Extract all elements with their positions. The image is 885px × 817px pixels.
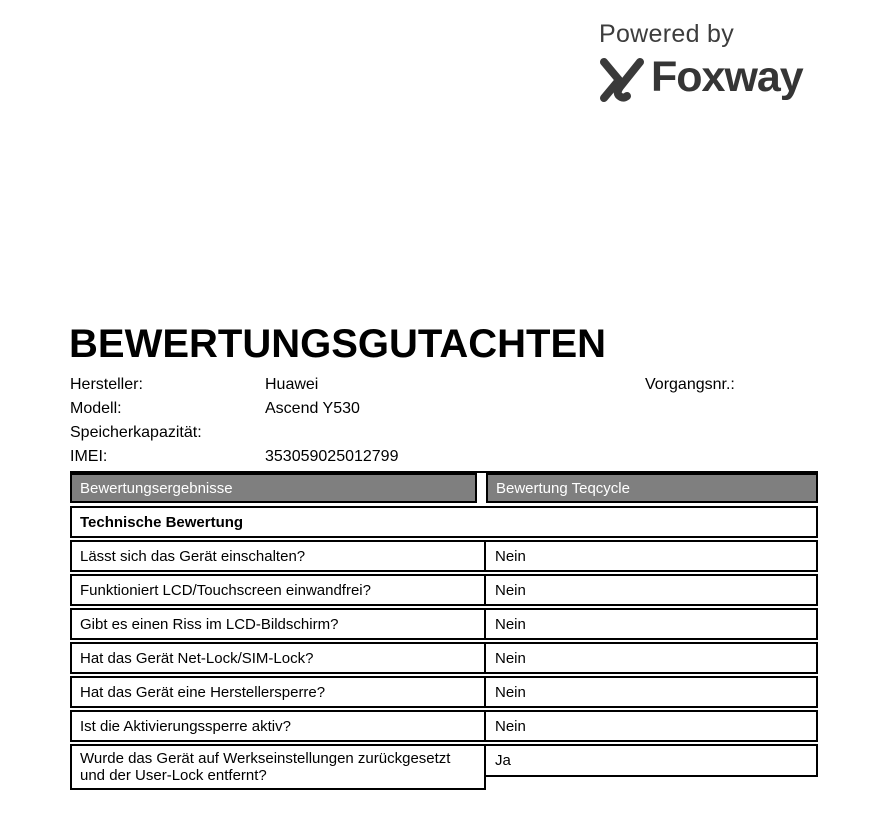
powered-by-text: Powered by [599, 20, 735, 48]
device-info [70, 373, 590, 469]
question-cell: Hat das Gerät Net-Lock/SIM-Lock? [70, 642, 486, 674]
table-row [70, 540, 818, 572]
answer-cell: Nein [484, 710, 818, 742]
answer-cell: Nein [484, 574, 818, 606]
field-hersteller [70, 373, 590, 397]
answer-cell: Nein [484, 642, 818, 674]
answer-cell: Nein [484, 540, 818, 572]
field-value: Ascend Y530 [265, 400, 360, 417]
question-cell: Hat das Gerät eine Herstellersperre? [70, 676, 486, 708]
question-cell: Funktioniert LCD/Touchscreen einwandfrei? [70, 574, 486, 606]
question-cell: Wurde das Gerät auf Werkseinstellungen zurückgesetzt und der User-Lock entfernt? [70, 744, 486, 790]
brand-row [595, 51, 825, 103]
field-modell [70, 397, 590, 421]
field-label: Modell: [70, 400, 122, 417]
answer-cell: Nein [484, 608, 818, 640]
field-label: IMEI: [70, 448, 108, 465]
page-title: BEWERTUNGSGUTACHTEN [69, 322, 607, 366]
field-label: Speicherkapazität: [70, 424, 202, 441]
table-row [70, 642, 818, 674]
field-value: Huawei [265, 376, 319, 393]
field-label: Hersteller: [70, 376, 143, 393]
column-header-bewertungsergebnisse: Bewertungsergebnisse [70, 473, 477, 503]
field-label: Vorgangsnr.: [645, 376, 735, 393]
field-vorgangsnr [645, 373, 741, 397]
foxway-x-mark-icon [595, 51, 647, 103]
evaluation-table [70, 471, 818, 790]
table-row [70, 710, 818, 742]
answer-cell: Ja [484, 744, 818, 777]
table-header-row [70, 473, 818, 503]
section-row-technische-bewertung: Technische Bewertung [70, 506, 818, 538]
column-header-bewertung-teqcycle: Bewertung Teqcycle [486, 473, 818, 503]
brand-name: Foxway [651, 52, 803, 101]
field-value: 353059025012799 [265, 448, 399, 465]
field-speicherkapazitaet [70, 421, 590, 445]
table-row [70, 574, 818, 606]
table-row [70, 676, 818, 708]
table-row [70, 744, 818, 790]
question-cell: Lässt sich das Gerät einschalten? [70, 540, 486, 572]
question-cell: Gibt es einen Riss im LCD-Bildschirm? [70, 608, 486, 640]
field-imei [70, 445, 590, 469]
table-row [70, 608, 818, 640]
answer-cell: Nein [484, 676, 818, 708]
foxway-logo [595, 20, 825, 103]
question-cell: Ist die Aktivierungssperre aktiv? [70, 710, 486, 742]
